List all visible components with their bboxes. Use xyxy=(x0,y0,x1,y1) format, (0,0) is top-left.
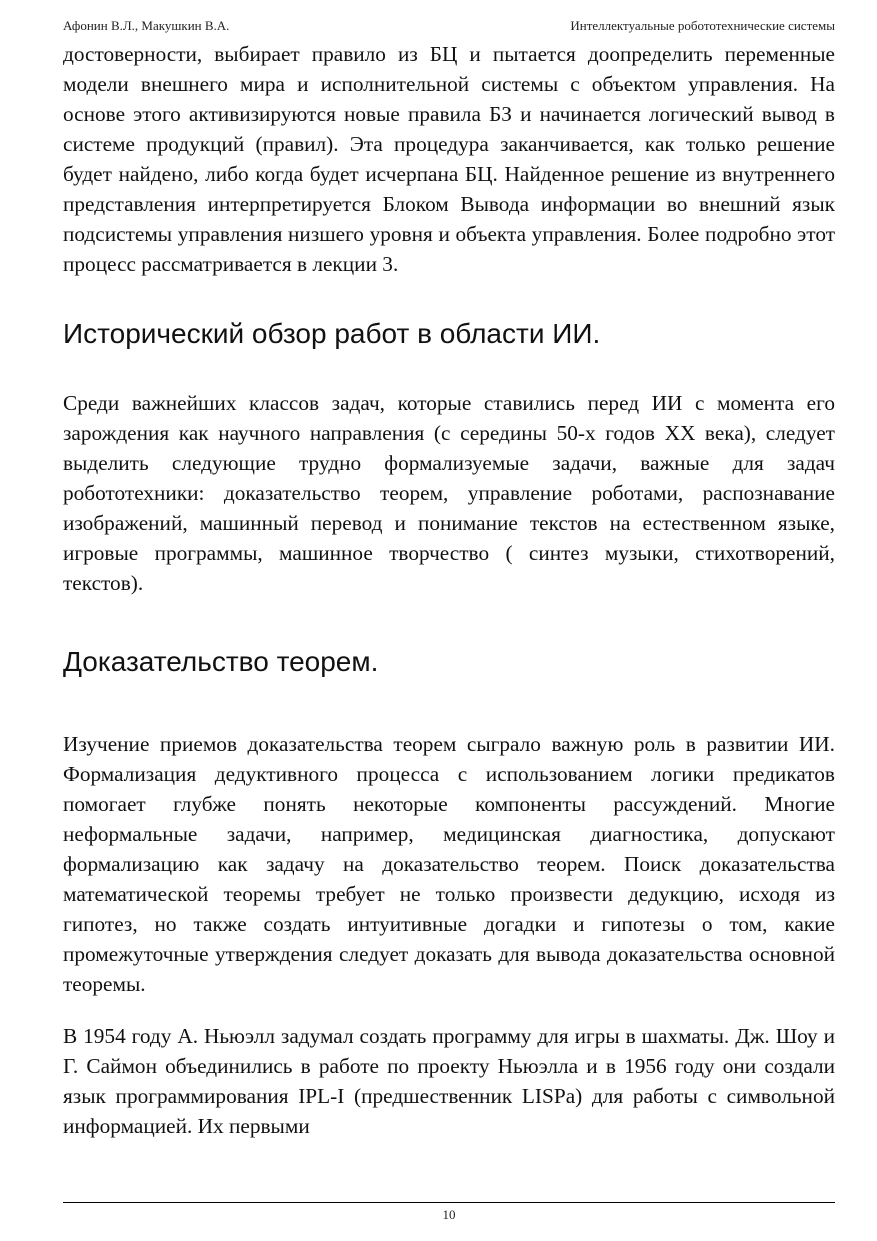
section-heading-historical-review: Исторический обзор работ в области ИИ. xyxy=(63,318,601,349)
header-authors: Афонин В.Л., Макушкин В.А. xyxy=(63,18,230,33)
page-body xyxy=(63,39,835,1141)
header-course-title: Интеллектуальные робототехнические системы xyxy=(570,18,835,33)
page-footer xyxy=(63,1202,835,1225)
paragraph-continuation: достоверности, выбирает правило из БЦ и пытается доопределить переменные модели внешнего мира и исполнительной системы с объектом управления. На основе этого активизируются новые правила БЗ и начинается логический вывод в системе продукций (правил). Эта процедура заканчивается, как только решение будет найдено, либо когда будет исчерпана БЦ. Найденное решение из внутреннего представления интерпретируется Блоком Вывода информации во внешний язык подсистемы управления низшего уровня и объекта управления. Более подробно этот процесс рассматривается в лекции 3. xyxy=(63,42,835,276)
section-heading-theorem-proving: Доказательство теорем. xyxy=(63,646,379,677)
paragraph-ai-task-classes: Среди важнейших классов задач, которые ставились перед ИИ с момента его зарождения как научного направления (с середины 50-х годов XX века), следует выделить следующие трудно формализуемые задачи, важные для задач робототехники: доказательство теорем, управление роботами, распознавание изображений, машинный перевод и понимание текстов на естественном языке, игровые программы, машинное творчество ( синтез музыки, стихотворений, текстов). xyxy=(63,391,835,595)
page-header xyxy=(63,16,835,36)
paragraph-theorem-proving: Изучение приемов доказательства теорем сыграло важную роль в развитии ИИ. Формализация дедуктивного процесса с использованием логики предикатов помогает глубже понять некоторые компоненты рассуждений. Многие неформальные задачи, например, медицинская диагностика, допускают формализацию как задачу на доказательство теорем. Поиск доказательства математической теоремы требует не только произвести дедукцию, исходя из гипотез, но также создать интуитивные догадки и гипотезы о том, какие промежуточные утверждения следует доказать для вывода доказательства основной теоремы. xyxy=(63,732,835,996)
paragraph-newell-1954: В 1954 году А. Ньюэлл задумал создать программу для игры в шахматы. Дж. Шоу и Г. Саймон объединились в работе по проекту Ньюэлла и в 1956 году они создали язык программирования IPL-I (предшественник LISPa) для работы с символьной информацией. Их первыми xyxy=(63,1024,835,1138)
page-number: 10 xyxy=(442,1207,456,1222)
